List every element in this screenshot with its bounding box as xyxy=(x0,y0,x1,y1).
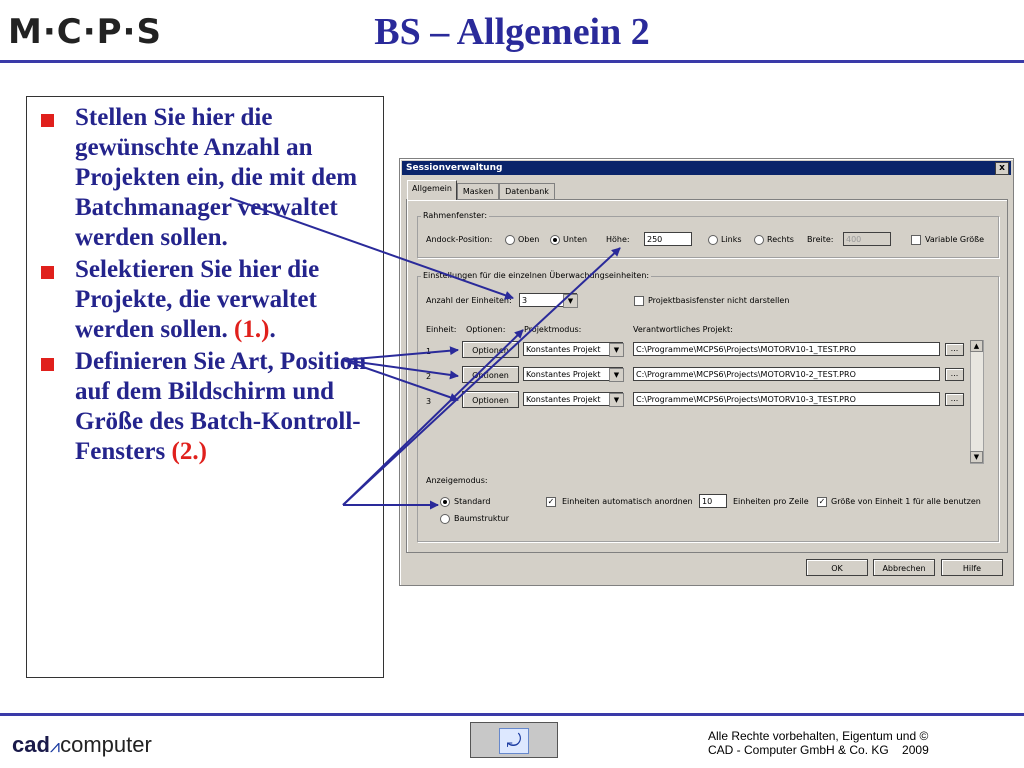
baumstruktur-label: Baumstruktur xyxy=(454,514,510,523)
variable-checkbox[interactable] xyxy=(911,235,921,245)
bullet-text-box xyxy=(26,96,384,678)
cad-computer-logo: cad⩘computer xyxy=(12,732,152,757)
radio-rechts[interactable] xyxy=(754,235,764,245)
radio-baumstruktur[interactable] xyxy=(440,514,450,524)
project-path-input[interactable]: C:\Programme\MCPS6\Projects\MOTORV10-3_TEST.PRO xyxy=(633,392,940,406)
projektmodus-select[interactable]: Konstantes Projekt xyxy=(523,342,623,356)
links-label: Links xyxy=(721,235,742,244)
browse-button[interactable]: ... xyxy=(945,393,964,406)
chevron-down-icon[interactable]: ▼ xyxy=(609,368,624,382)
col-projekt: Verantwortliches Projekt: xyxy=(633,325,733,334)
dock-label: Andock-Position: xyxy=(426,235,493,244)
scroll-up-icon[interactable]: ▲ xyxy=(970,340,983,352)
copyright: Alle Rechte vorbehalten, Eigentum und © CAD - Computer GmbH & Co. KG 2009 xyxy=(708,729,929,757)
breite-label: Breite: xyxy=(807,235,834,244)
rechts-label: Rechts xyxy=(767,235,794,244)
cancel-button[interactable]: Abbrechen xyxy=(873,559,935,576)
bullet-item-2: Selektieren Sie hier die Projekte, die verwaltet werden sollen. (1.). xyxy=(27,255,377,345)
hoehe-input[interactable]: 250 xyxy=(644,232,692,246)
variable-label: Variable Größe xyxy=(925,235,985,244)
ok-button[interactable]: OK xyxy=(806,559,868,576)
bullet-item-3: Definieren Sie Art, Position auf dem Bildschirm und Größe des Batch-Kontroll-Fensters (2.) xyxy=(27,347,377,467)
optionen-button[interactable]: Optionen xyxy=(462,391,519,408)
footer-divider xyxy=(0,713,1024,716)
radio-standard[interactable] xyxy=(440,497,450,507)
frame-legend: Rahmenfenster: xyxy=(423,211,488,220)
per-row-label: Einheiten pro Zeile xyxy=(733,497,809,506)
browse-button[interactable]: ... xyxy=(945,343,964,356)
bullet-item-1: Stellen Sie hier die gewünschte Anzahl an Projekten ein, die mit dem Batchmanager verwaltet werden sollen. xyxy=(27,103,377,253)
auto-arrange-checkbox[interactable]: ✓ xyxy=(547,497,555,506)
project-path-input[interactable]: C:\Programme\MCPS6\Projects\MOTORV10-1_TEST.PRO xyxy=(633,342,940,356)
back-nav-button[interactable] xyxy=(470,722,558,758)
no-project-window-label: Projektbasisfenster nicht darstellen xyxy=(648,296,790,305)
col-einheit: Einheit: xyxy=(426,325,457,334)
tab-datenbank[interactable]: Datenbank xyxy=(499,183,555,199)
tab-panel xyxy=(406,199,1008,553)
close-icon[interactable]: x xyxy=(995,162,1009,175)
radio-unten[interactable] xyxy=(550,235,560,245)
project-path-input[interactable]: C:\Programme\MCPS6\Projects\MOTORV10-2_TEST.PRO xyxy=(633,367,940,381)
optionen-button[interactable]: Optionen xyxy=(462,341,519,358)
bullet-square-icon xyxy=(41,114,54,127)
chevron-down-icon[interactable]: ▼ xyxy=(563,294,578,308)
standard-label: Standard xyxy=(454,497,491,506)
size-all-label: Größe von Einheit 1 für alle benutzen xyxy=(831,497,981,506)
count-select[interactable]: 3 xyxy=(519,293,577,307)
units-legend: Einstellungen für die einzelnen Überwachungseinheiten: xyxy=(423,271,650,280)
unten-label: Unten xyxy=(563,235,588,244)
chevron-down-icon[interactable]: ▼ xyxy=(609,343,624,357)
session-dialog xyxy=(399,158,1014,586)
count-label: Anzahl der Einheiten: xyxy=(426,296,512,305)
size-all-checkbox[interactable]: ✓ xyxy=(818,497,826,506)
scroll-down-icon[interactable]: ▼ xyxy=(970,451,983,463)
col-projektmodus: Projektmodus: xyxy=(524,325,582,334)
bullet-ref: (1.) xyxy=(234,316,270,343)
wave-icon: ⩘ xyxy=(49,736,61,756)
mcps-logo: M·C·P·S xyxy=(8,12,162,52)
col-optionen: Optionen: xyxy=(466,325,506,334)
optionen-button[interactable]: Optionen xyxy=(462,366,519,383)
per-row-input[interactable]: 10 xyxy=(699,494,727,508)
browse-button[interactable]: ... xyxy=(945,368,964,381)
tab-masken[interactable]: Masken xyxy=(457,183,499,199)
display-mode-label: Anzeigemodus: xyxy=(426,476,488,485)
breite-input[interactable]: 400 xyxy=(843,232,891,246)
unit-number: 1 xyxy=(426,347,432,356)
header-divider xyxy=(0,60,1024,63)
no-project-window-checkbox[interactable] xyxy=(634,296,644,306)
slide-title: BS – Allgemein 2 xyxy=(374,11,650,53)
bullet-square-icon xyxy=(41,266,54,279)
tab-allgemein[interactable]: Allgemein xyxy=(407,180,457,200)
projektmodus-select[interactable]: Konstantes Projekt xyxy=(523,392,623,406)
return-arrow-icon: ⤾ xyxy=(499,728,529,754)
units-scrollbar[interactable] xyxy=(970,340,984,464)
projektmodus-select[interactable]: Konstantes Projekt xyxy=(523,367,623,381)
dialog-titlebar: Sessionverwaltung x xyxy=(402,161,1011,175)
help-button[interactable]: Hilfe xyxy=(941,559,1003,576)
bullet-ref: (2.) xyxy=(171,438,207,465)
unit-number: 3 xyxy=(426,397,432,406)
oben-label: Oben xyxy=(518,235,540,244)
bullet-square-icon xyxy=(41,358,54,371)
unit-number: 2 xyxy=(426,372,432,381)
bullet-list xyxy=(27,97,383,467)
auto-arrange-label: Einheiten automatisch anordnen xyxy=(562,497,693,506)
radio-oben[interactable] xyxy=(505,235,515,245)
radio-links[interactable] xyxy=(708,235,718,245)
chevron-down-icon[interactable]: ▼ xyxy=(609,393,624,407)
hoehe-label: Höhe: xyxy=(606,235,630,244)
